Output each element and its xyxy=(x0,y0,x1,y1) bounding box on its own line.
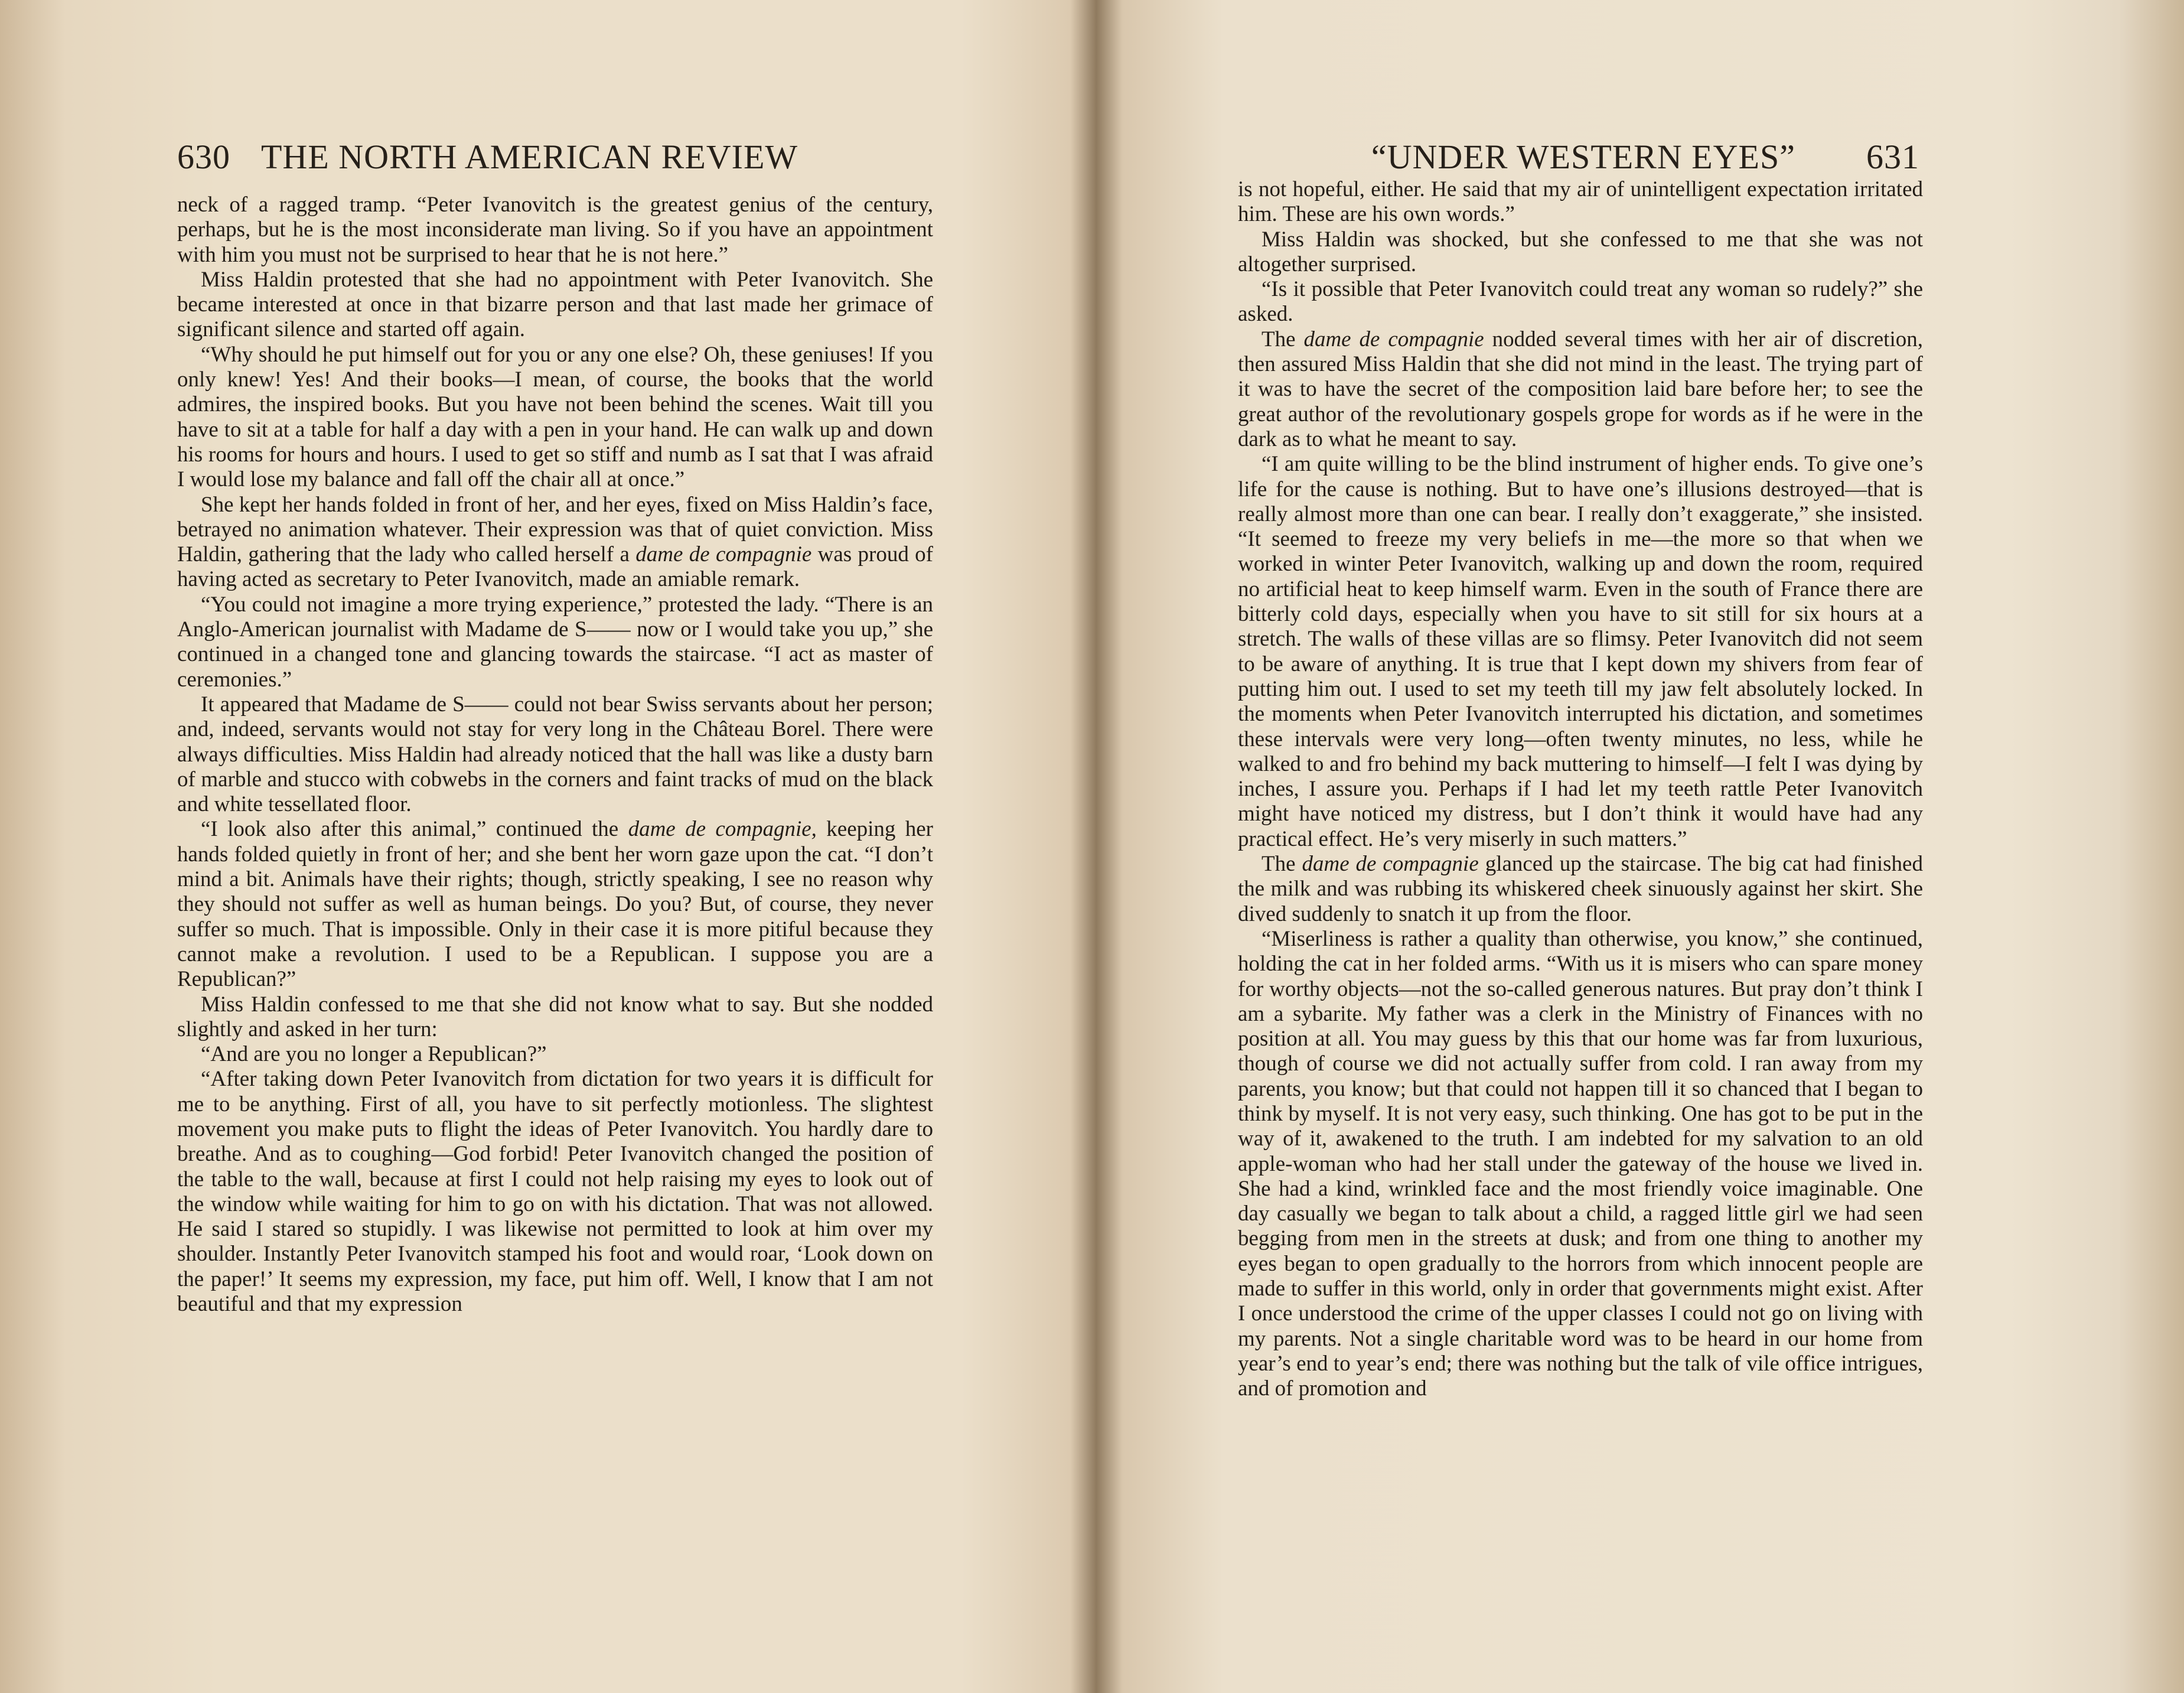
paragraph: “After taking down Peter Ivanovitch from dictation for two years it is difficult for me to be anything. First of all, you have to sit perfectly motionless. The slightest movement you make puts to flight the ideas of Peter Ivanovitch. You hardly dare to breathe. And as to coughing—God forbid! Peter Ivanovitch changed the position of the table to the wall, because at first I could not help raising my eyes to look out of the window while waiting for him to go on with his dictation. That was not allowed. He said I stared so stupidly. I was likewise not permitted to look at him over my shoulder. Instantly Peter Ivanovitch stamped his foot and would roar, ‘Look down on the paper!’ It seems my expression, my face, put him off. Well, I know that I am not beautiful and that my expression xyxy=(177,1067,933,1317)
italic-phrase: dame de compagnie, xyxy=(628,817,817,842)
page-number: 630 xyxy=(177,138,230,176)
right-body-text xyxy=(1238,177,1923,1402)
italic-phrase: dame de compagnie xyxy=(635,542,812,567)
paragraph: is not hopeful, either. He said that my air of unintelligent expectation irritated him. These are his own words.” xyxy=(1238,177,1923,227)
paragraph xyxy=(177,817,933,992)
paragraph: Miss Haldin was shocked, but she confessed to me that she was not altogether surprised. xyxy=(1238,227,1923,276)
text-run: The xyxy=(1261,852,1302,877)
italic-phrase: dame de compagnie xyxy=(1303,327,1484,351)
text-run: keeping her hands folded quietly in front of her; and she bent her worn gaze upon the cat. “I don’t mind a bit. Animals have their rights; though, strictly speaking, I see no reason why they should not suffer as well as human beings. Do you? But, of course, they never suffer so much. That is impossible. Only in their case it is more pitiful because they cannot make a revolution. I used to be a Republican. I suppose you are a Republican?” xyxy=(177,817,933,992)
text-run: The xyxy=(1261,327,1304,351)
page-number: 631 xyxy=(1866,138,1919,176)
paragraph: It appeared that Madame de S—— could not bear Swiss servants about her person; and, indeed, servants would not stay for very long in the Château Borel. There were always difficulties. Miss Haldin had already noticed that the hall was like a dusty barn of marble and stucco with cobwebs in the corners and faint tracks of mud on the black and white tessellated floor. xyxy=(177,692,933,817)
paragraph xyxy=(177,493,933,592)
text-run: She kept her hands folded in front of her, and her eyes, fixed on Miss Haldin’s face, betrayed no animation whatever. Their expression was that of quiet conviction. Miss Haldin, gathering that the lady who called herself a xyxy=(177,492,933,567)
paragraph: “Why should he put himself out for you or any one else? Oh, these geniuses! If you only knew! Yes! And their books—I mean, of course, the books that the world admires, the inspired books. But you have not been behind the scenes. Wait till you have to sit at a table for half a day with a pen in your hand. He can walk up and down his rooms for hours and hours. I used to get so stiff and numb as I sat that I was afraid I would lose my balance and fall off the chair all at once.” xyxy=(177,342,933,492)
paragraph: “Is it possible that Peter Ivanovitch could treat any woman so rudely?” she asked. xyxy=(1238,277,1923,327)
left-page xyxy=(0,0,1087,1693)
paragraph: neck of a ragged tramp. “Peter Ivanovitch is the greatest genius of the century, perhaps, but he is the most inconsiderate man living. So if you have an appointment with him you must not be surprised to hear that he is not here.” xyxy=(177,193,933,267)
italic-phrase: dame de compagnie xyxy=(1302,852,1479,877)
text-run: glanced up the staircase. The big cat had finished the milk and was rubbing its whiskered cheek sinuously against her skirt. She dived suddenly to snatch it up from the floor. xyxy=(1238,852,1923,926)
paragraph xyxy=(1238,327,1923,452)
paragraph: “You could not imagine a more trying experience,” protested the lady. “There is an Anglo-American journalist with Madame de S—— now or I would take you up,” she continued in a changed tone and glancing towards the staircase. “I act as master of ceremonies.” xyxy=(177,592,933,692)
paragraph: “And are you no longer a Republican?” xyxy=(201,1042,547,1067)
left-running-head xyxy=(177,137,933,184)
text-run: was proud of having acted as secretary to Peter Ivanovitch, made an amiable remark. xyxy=(177,542,934,592)
running-title: “UNDER WESTERN EYES” xyxy=(1371,138,1795,176)
paragraph: “Miserliness is rather a quality than otherwise, you know,” she continued, holding the cat in her folded arms. “With us it is misers who can spare money for worthy objects—not the so-called generous natures. But pray don’t think I am a sybarite. My father was a clerk in the Ministry of Finances with no position at all. You may guess by this that our home was far from luxurious, though of course we did not actually suffer from cold. I ran away from my parents, you know; but that could not happen till it so chanced that I began to think by myself. It is not very easy, such thinking. One has got to be put in the way of it, awakened to the truth. I am indebted for my salvation to an old apple-woman who had her stall under the gateway of the house we lived in. She had a kind, wrinkled face and the most friendly voice imaginable. One day casually we began to talk about a child, a ragged little girl we had seen begging from men in the streets at dusk; and from one thing to another my eyes began to open gradually to the horrors from which innocent people are made to suffer in this world, only in order that governments might exist. After I once understood the crime of the upper classes I could not go on living with my parents. Not a single charitable word was to be heard in our home from year’s end to year’s end; there was nothing but the talk of vile office intrigues, and of promotion and xyxy=(1238,926,1923,1401)
left-body-text xyxy=(177,193,933,1317)
paragraph: Miss Haldin protested that she had no appointment with Peter Ivanovitch. She became interested at once in that bizarre person and that last made her grimace of significant silence and started off again. xyxy=(177,267,933,342)
right-page xyxy=(1097,0,2184,1693)
paragraph xyxy=(1238,852,1923,927)
paragraph: “I am quite willing to be the blind instrument of higher ends. To give one’s life for the cause is nothing. But to have one’s illusions destroyed—that is really almost more than one can bear. I really don’t exaggerate,” she insisted. “It seemed to freeze my very beliefs in me—the more so that when we worked in winter Peter Ivanovitch, walking up and down the room, required no artificial heat to keep himself warm. Even in the south of France there are bitterly cold days, especially when you have to sit still for six hours at a stretch. The walls of these villas are so flimsy. Peter Ivanovitch did not seem to be aware of anything. It is true that I kept down my shivers from fear of putting him out. I used to set my teeth till my jaw felt absolutely locked. In the moments when Peter Ivanovitch interrupted his dictation, and sometimes these intervals were very long—often twenty minutes, no less, while he walked to and fro behind my back muttering to himself—I felt I was dying by inches, I assure you. Perhaps if I had let my teeth rattle Peter Ivanovitch might have noticed my distress, but I don’t think it would have had any practical effect. He’s very miserly in such matters.” xyxy=(1238,452,1923,851)
paragraph: Miss Haldin confessed to me that she did not know what to say. But she nodded slightly and asked in her turn: xyxy=(177,992,933,1041)
text-run: nodded several times with her air of discretion, then assured Miss Haldin that she did not mind in the least. The trying part of it was to have the secret of the composition laid bare before her; to see the great author of the revolutionary gospels grope for words as if he were in the dark as to what he meant to say. xyxy=(1238,327,1923,451)
text-run: “I look also after this animal,” continued the xyxy=(201,817,628,842)
running-title: THE NORTH AMERICAN REVIEW xyxy=(261,138,798,176)
